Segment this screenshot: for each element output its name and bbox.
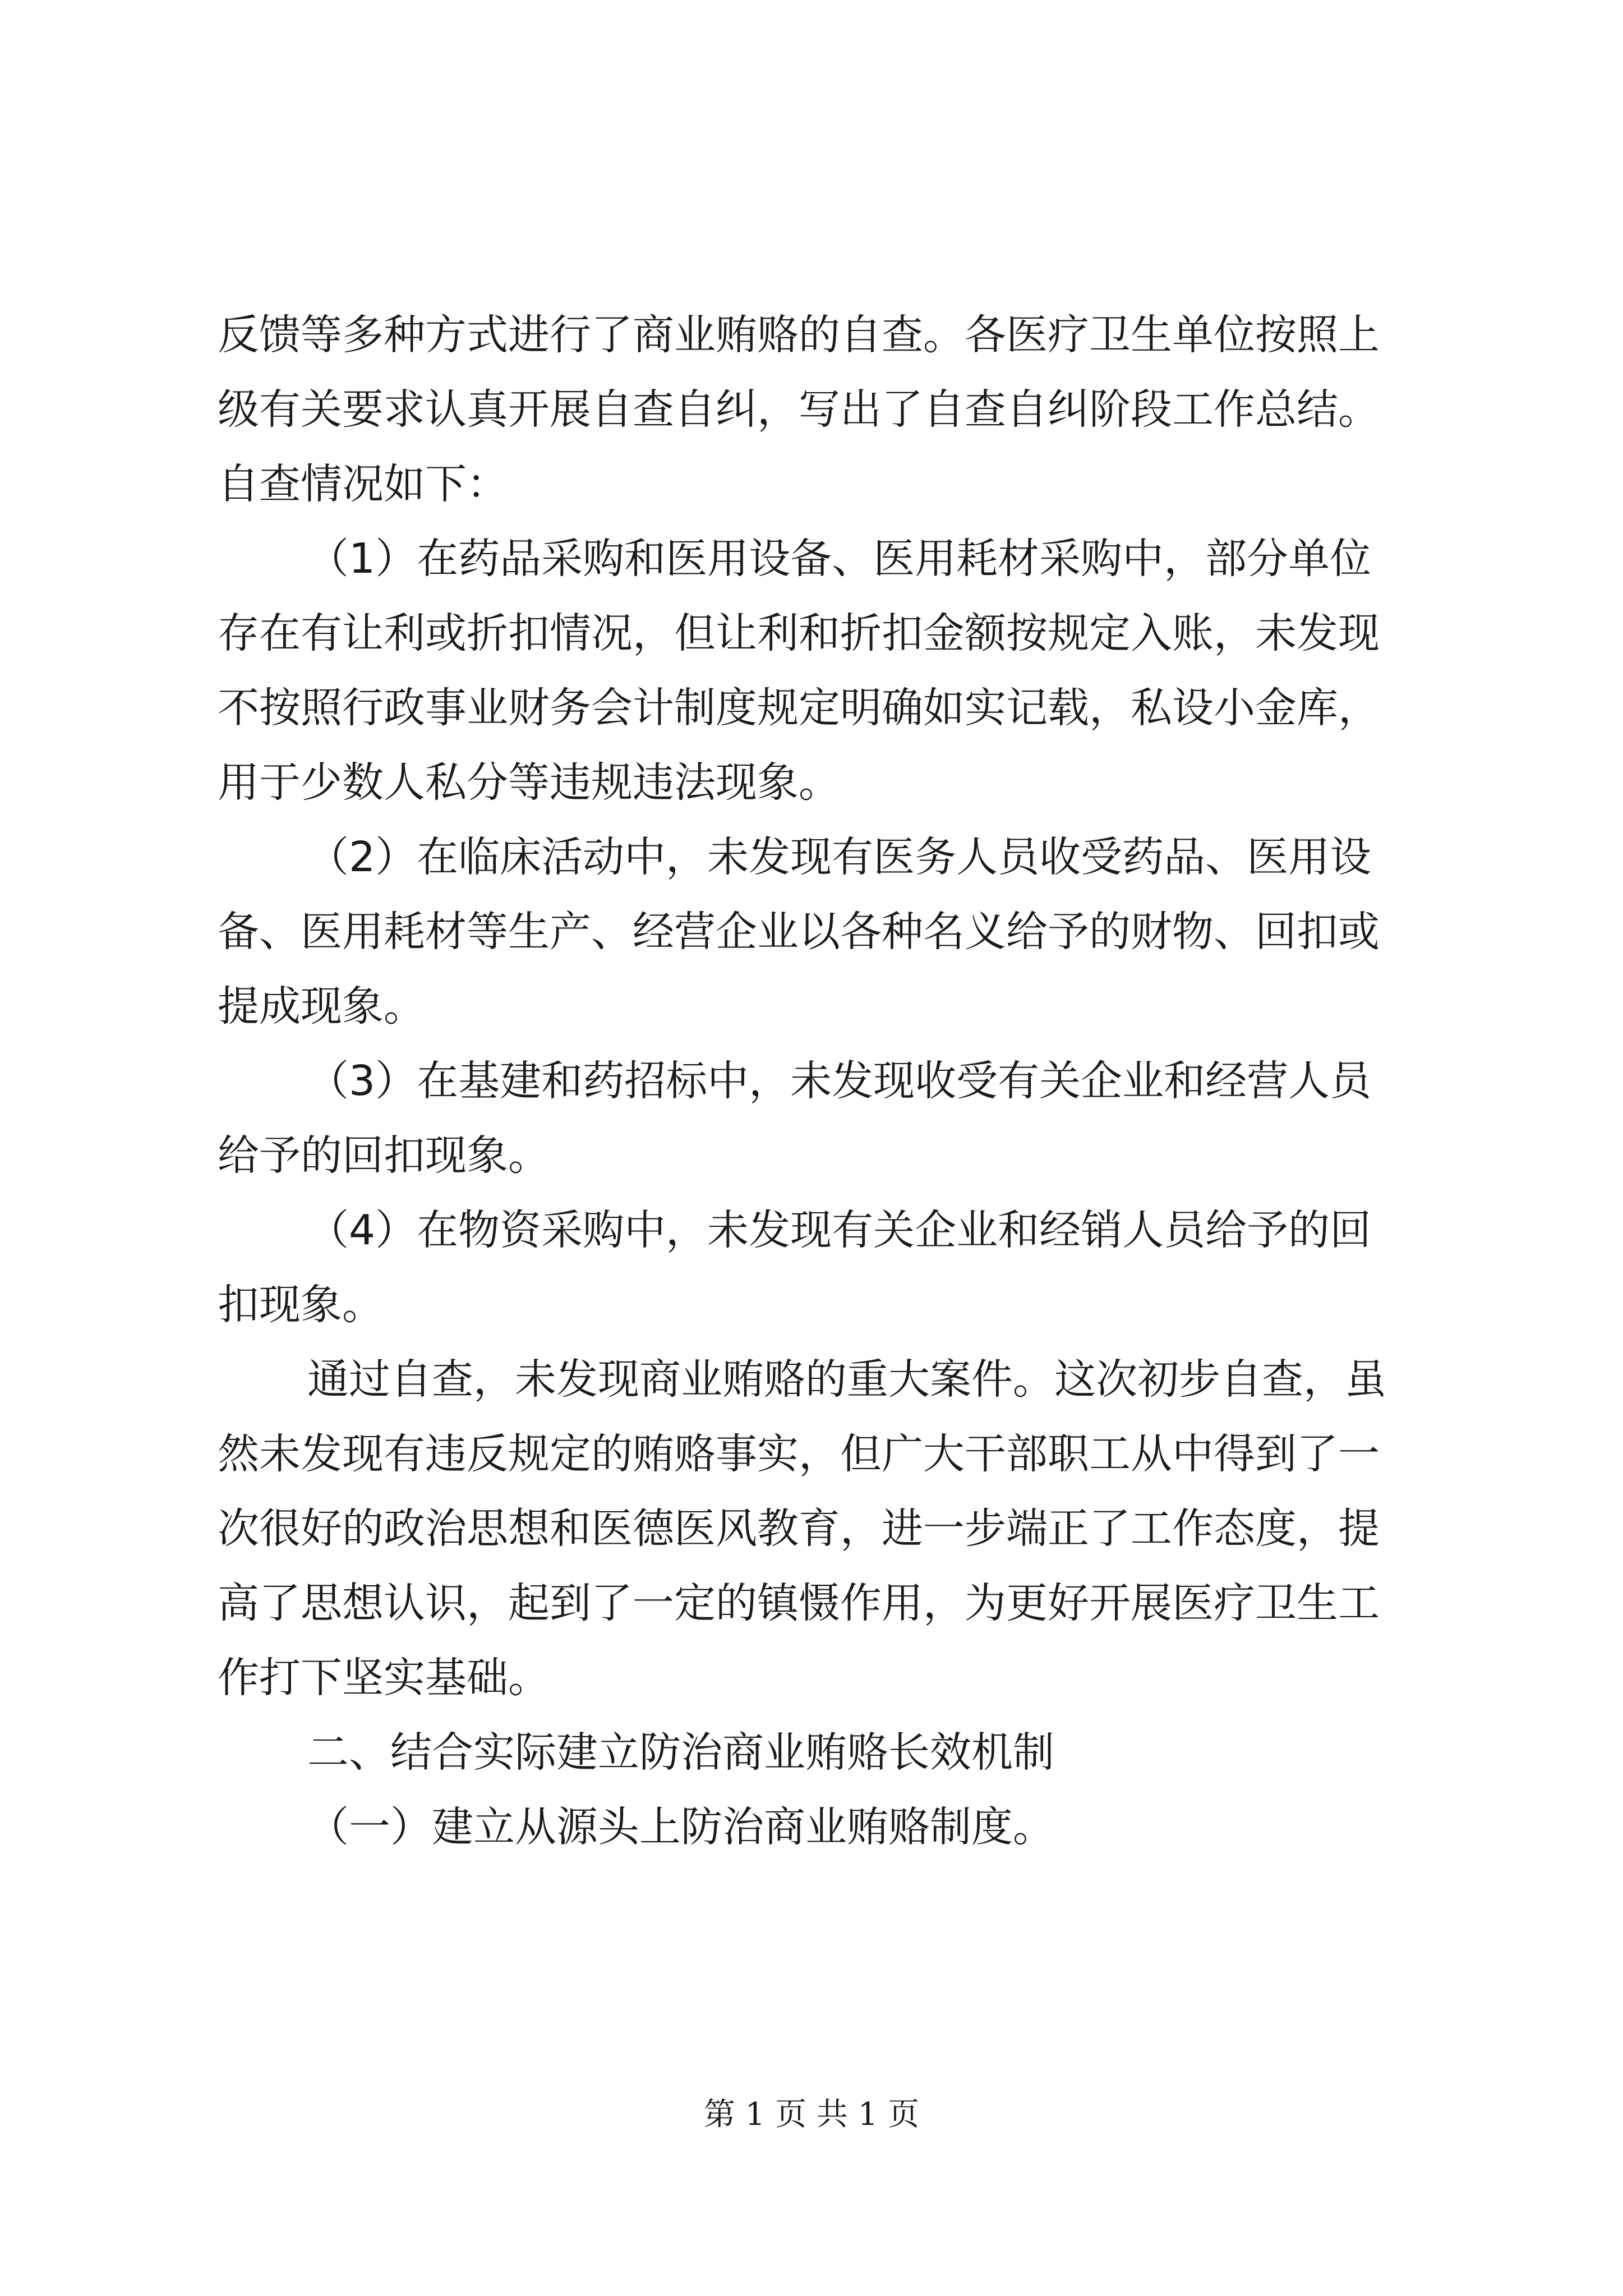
- text-line: （4）在物资采购中，未发现有关企业和经销人员给予的回: [307, 1206, 1372, 1254]
- text-line: （1）在药品采购和医用设备、医用耗材采购中，部分单位: [307, 535, 1372, 583]
- text-line: 不按照行政事业财务会计制度规定明确如实记载，私设小金库，: [218, 684, 1380, 732]
- text-line: 次很好的政治思想和医德医风教育，进一步端正了工作态度，提: [218, 1504, 1380, 1553]
- text-line: 存在有让利或折扣情况，但让利和折扣金额按规定入账，未发现: [218, 609, 1380, 657]
- text-line: 提成现象。: [218, 982, 425, 1030]
- text-line: 通过自查，未发现商业贿赂的重大案件。这次初步自查，虽: [307, 1355, 1386, 1404]
- section-heading: 二、结合实际建立防治商业贿赂长效机制: [307, 1728, 1054, 1777]
- text-line: 扣现象。: [218, 1281, 384, 1329]
- text-line: 作打下坚实基础。: [218, 1654, 550, 1702]
- text-line: 给予的回扣现象。: [218, 1131, 550, 1180]
- text-line: 然未发现有违反规定的贿赂事实，但广大干部职工从中得到了一: [218, 1430, 1380, 1478]
- text-line: 自查情况如下：: [218, 460, 508, 508]
- text-line: 备、医用耗材等生产、经营企业以各种名义给予的财物、回扣或: [218, 908, 1380, 956]
- text-line: 用于少数人私分等违规违法现象。: [218, 758, 840, 807]
- text-line: 反馈等多种方式进行了商业贿赂的自查。各医疗卫生单位按照上: [218, 311, 1380, 359]
- text-line: （3）在基建和药招标中，未发现收受有关企业和经营人员: [307, 1057, 1372, 1105]
- subsection-heading: （一）建立从源头上防治商业贿赂制度。: [307, 1803, 1054, 1851]
- text-line: 级有关要求认真开展自查自纠，写出了自查自纠阶段工作总结。: [218, 385, 1380, 434]
- text-line: 高了思想认识，起到了一定的镇慑作用，为更好开展医疗卫生工: [218, 1579, 1380, 1627]
- page-footer: 第 1 页 共 1 页: [703, 2096, 920, 2133]
- text-line: （2）在临床活动中，未发现有医务人员收受药品、医用设: [307, 833, 1372, 881]
